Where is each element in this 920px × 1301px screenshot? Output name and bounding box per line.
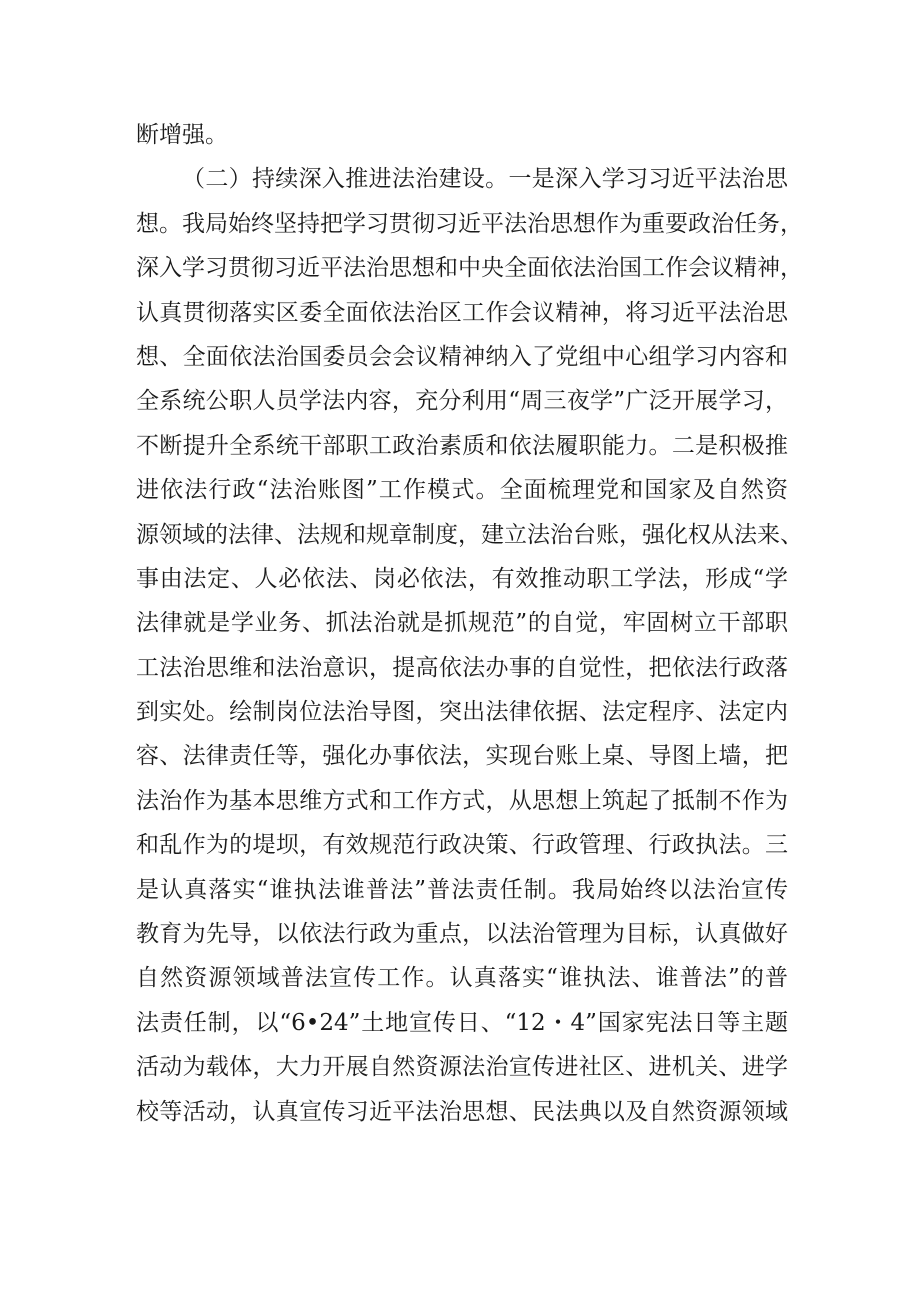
text-line: 和乱作为的堤坝，有效规范行政决策、行政管理、行政执法。三 xyxy=(136,832,788,859)
text-line: 不断提升全系统干部职工政治素质和依法履职能力。二是积极推 xyxy=(136,432,788,459)
text-line: 全系统公职人员学法内容，充分利用“周三夜学”广泛开展学习， xyxy=(136,388,788,415)
text-line: 源领域的法律、法规和规章制度，建立法治台账，强化权从法来、 xyxy=(136,521,803,548)
text-line: 法治作为基本思维方式和工作方式，从思想上筑起了抵制不作为 xyxy=(136,787,788,814)
text-line: 是认真落实“谁执法谁普法”普法责任制。我局始终以法治宣传 xyxy=(136,876,788,903)
text-line: 工法治思维和法治意识，提高依法办事的自觉性，把依法行政落 xyxy=(136,654,788,681)
text-line: 校等活动，认真宣传习近平法治思想、民法典以及自然资源领域 xyxy=(136,1098,788,1125)
text-line: 法律就是学业务、抓法治就是抓规范”的自觉，牢固树立干部职 xyxy=(136,610,788,637)
text-line: 进依法行政“法治账图”工作模式。全面梳理党和国家及自然资 xyxy=(136,477,788,504)
section-heading-line: （二）持续深入推进法治建设。一是深入学习习近平法治思 xyxy=(182,166,788,193)
text-line: 法责任制，以“6•24”土地宣传日、“12・4”国家宪法日等主题 xyxy=(136,1009,788,1036)
text-line: 事由法定、人必依法、岗必依法，有效推动职工学法，形成“学 xyxy=(136,565,788,592)
body-text xyxy=(136,113,803,1134)
text-line: 自然资源领域普法宣传工作。认真落实“谁执法、谁普法”的普 xyxy=(136,965,788,992)
text-line: 想、全面依法治国委员会会议精神纳入了党组中心组学习内容和 xyxy=(136,343,788,370)
text-line: 教育为先导，以依法行政为重点，以法治管理为目标，认真做好 xyxy=(136,921,788,948)
text-line: 认真贯彻落实区委全面依法治区工作会议精神，将习近平法治思 xyxy=(136,299,788,326)
text-line: 活动为载体，大力开展自然资源法治宣传进社区、进机关、进学 xyxy=(136,1054,788,1081)
text-line: 深入学习贯彻习近平法治思想和中央全面依法治国工作会议精神， xyxy=(136,255,803,282)
text-line: 想。我局始终坚持把学习贯彻习近平法治思想作为重要政治任务， xyxy=(136,210,803,237)
text-line: 到实处。绘制岗位法治导图，突出法律依据、法定程序、法定内 xyxy=(136,699,788,726)
text-line: 断增强。 xyxy=(136,122,228,148)
text-line: 容、法律责任等，强化办事依法，实现台账上桌、导图上墙，把 xyxy=(136,743,788,770)
